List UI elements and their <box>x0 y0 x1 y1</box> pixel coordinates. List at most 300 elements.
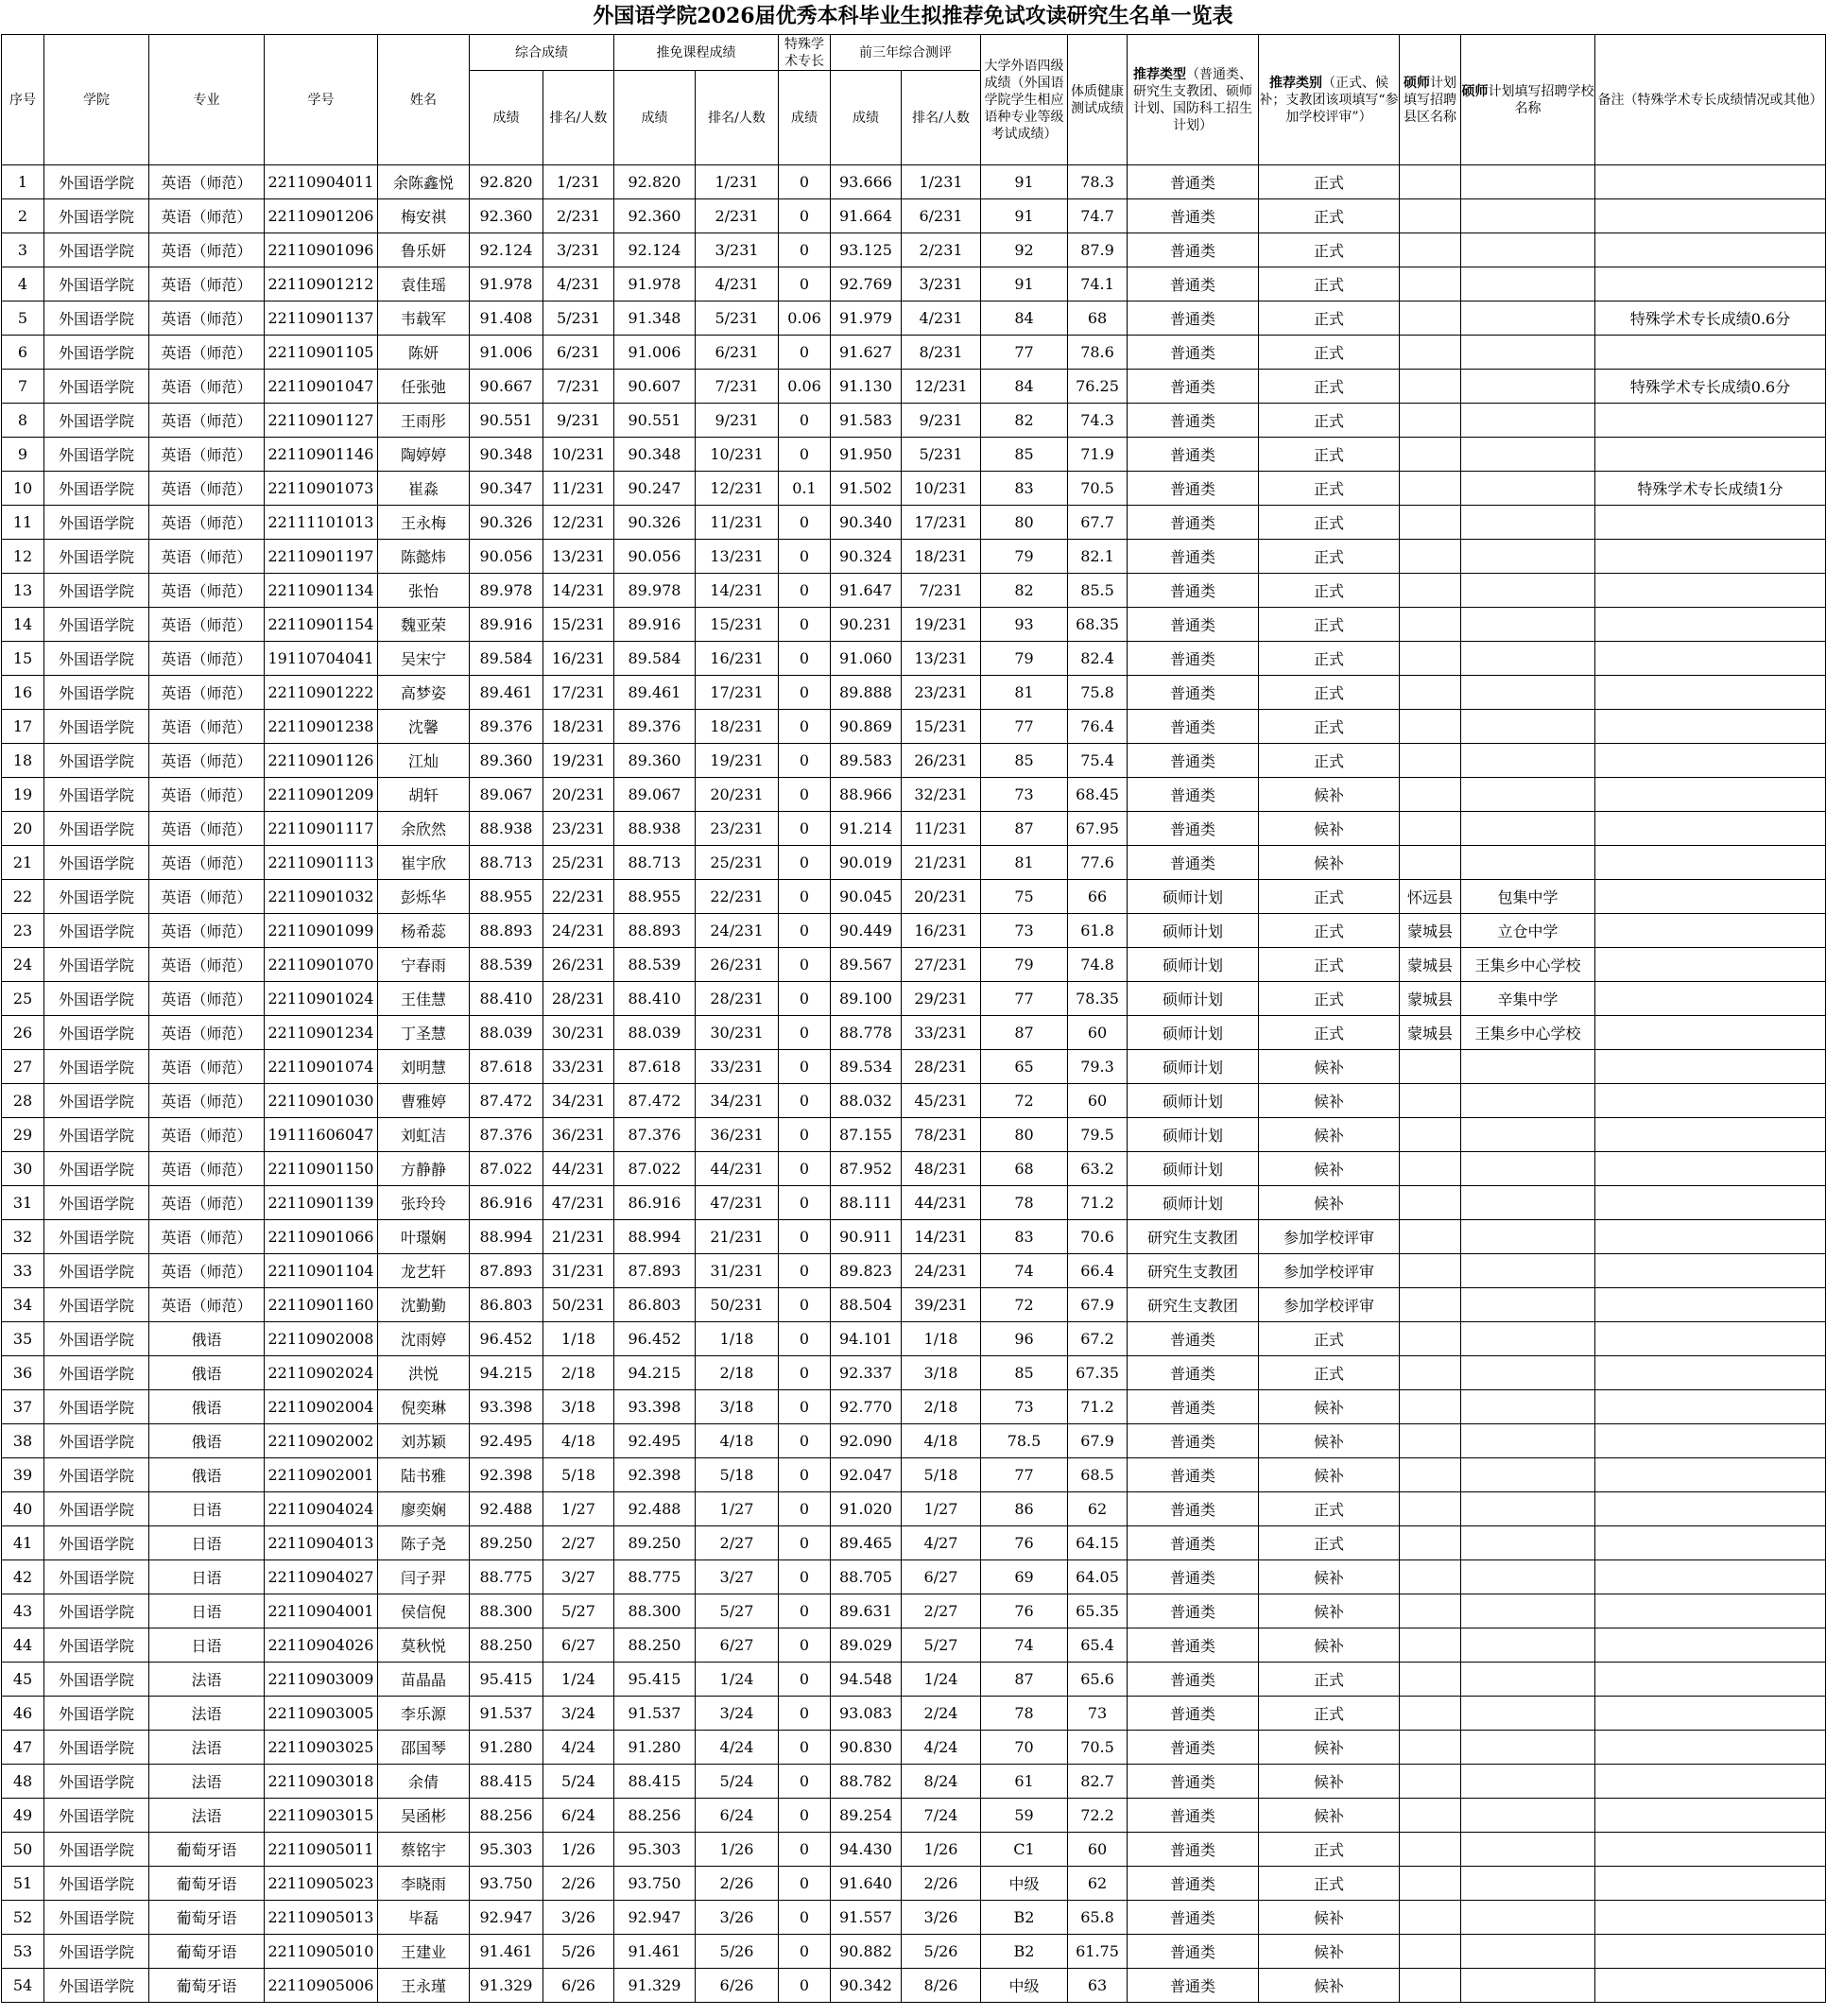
cet4-cell: 73 <box>981 914 1068 948</box>
college-cell: 外国语学院 <box>44 812 149 846</box>
county-cell <box>1400 1731 1461 1765</box>
student-id-cell: 22110901096 <box>265 233 378 267</box>
name-cell: 沈雨婷 <box>378 1322 470 1356</box>
college-cell: 外国语学院 <box>44 1867 149 1901</box>
county-cell <box>1400 233 1461 267</box>
college-cell: 外国语学院 <box>44 1492 149 1526</box>
overall-rank-cell: 4/18 <box>543 1424 614 1458</box>
overall-rank-cell: 16/231 <box>543 642 614 676</box>
overall-rank-cell: 20/231 <box>543 778 614 812</box>
overall-score-cell: 92.495 <box>470 1424 543 1458</box>
seq-cell: 36 <box>2 1356 44 1390</box>
school-cell <box>1461 1458 1595 1492</box>
overall-score-cell: 91.006 <box>470 336 543 370</box>
fitness-cell: 82.4 <box>1068 642 1128 676</box>
course-score-cell: 91.537 <box>614 1697 696 1731</box>
name-cell: 魏亚荣 <box>378 608 470 642</box>
special-score-cell: 0 <box>779 1288 831 1322</box>
cet4-cell: 80 <box>981 506 1068 540</box>
rec-cat-cell: 候补 <box>1259 1118 1400 1152</box>
school-cell <box>1461 1697 1595 1731</box>
seq-cell: 42 <box>2 1560 44 1594</box>
eval3-score-cell: 89.567 <box>831 948 902 982</box>
student-id-cell: 22110904024 <box>265 1492 378 1526</box>
county-cell <box>1400 199 1461 233</box>
name-cell: 王建业 <box>378 1935 470 1969</box>
remark-cell <box>1595 1492 1826 1526</box>
overall-rank-cell: 47/231 <box>543 1186 614 1220</box>
student-id-cell: 22110902001 <box>265 1458 378 1492</box>
name-cell: 胡轩 <box>378 778 470 812</box>
rec-cat-cell: 候补 <box>1259 1390 1400 1424</box>
name-cell: 陈懿炜 <box>378 540 470 574</box>
overall-score-cell: 93.750 <box>470 1867 543 1901</box>
rec-type-cell: 普通类 <box>1128 1492 1259 1526</box>
course-rank-cell: 26/231 <box>696 948 779 982</box>
student-id-cell: 22110902004 <box>265 1390 378 1424</box>
county-cell <box>1400 404 1461 438</box>
overall-rank-cell: 21/231 <box>543 1220 614 1254</box>
county-cell: 蒙城县 <box>1400 1016 1461 1050</box>
fitness-cell: 74.8 <box>1068 948 1128 982</box>
course-score-cell: 96.452 <box>614 1322 696 1356</box>
overall-rank-cell: 13/231 <box>543 540 614 574</box>
cet4-cell: 91 <box>981 165 1068 199</box>
college-cell: 外国语学院 <box>44 1799 149 1833</box>
header-course-score: 成绩 <box>614 71 696 165</box>
special-score-cell: 0 <box>779 880 831 914</box>
overall-score-cell: 91.537 <box>470 1697 543 1731</box>
name-cell: 蔡铭宇 <box>378 1833 470 1867</box>
table-row <box>2 1390 1826 1424</box>
special-score-cell: 0 <box>779 1594 831 1628</box>
rec-type-cell: 普通类 <box>1128 1731 1259 1765</box>
fitness-cell: 67.35 <box>1068 1356 1128 1390</box>
cet4-cell: 93 <box>981 608 1068 642</box>
student-id-cell: 22110905011 <box>265 1833 378 1867</box>
county-cell <box>1400 710 1461 744</box>
college-cell: 外国语学院 <box>44 1935 149 1969</box>
name-cell: 王永梅 <box>378 506 470 540</box>
table-row <box>2 1492 1826 1526</box>
school-cell <box>1461 1935 1595 1969</box>
header-eval3-score: 成绩 <box>831 71 902 165</box>
seq-cell: 10 <box>2 472 44 506</box>
fitness-cell: 65.35 <box>1068 1594 1128 1628</box>
seq-cell: 52 <box>2 1901 44 1935</box>
overall-score-cell: 89.461 <box>470 676 543 710</box>
name-cell: 王永瑾 <box>378 1969 470 2003</box>
name-cell: 沈勤勤 <box>378 1288 470 1322</box>
special-score-cell: 0 <box>779 1901 831 1935</box>
student-id-cell: 22110901032 <box>265 880 378 914</box>
eval3-rank-cell: 4/231 <box>902 302 981 336</box>
eval3-rank-cell: 14/231 <box>902 1220 981 1254</box>
table-row <box>2 1594 1826 1628</box>
seq-cell: 13 <box>2 574 44 608</box>
seq-cell: 11 <box>2 506 44 540</box>
fitness-cell: 74.7 <box>1068 199 1128 233</box>
rec-type-cell: 硕师计划 <box>1128 914 1259 948</box>
table-row <box>2 1424 1826 1458</box>
special-score-cell: 0 <box>779 165 831 199</box>
overall-score-cell: 88.775 <box>470 1560 543 1594</box>
seq-cell: 4 <box>2 267 44 302</box>
remark-cell <box>1595 540 1826 574</box>
major-cell: 英语（师范） <box>149 744 265 778</box>
major-cell: 英语（师范） <box>149 1118 265 1152</box>
county-cell <box>1400 165 1461 199</box>
course-score-cell: 90.607 <box>614 370 696 404</box>
course-rank-cell: 21/231 <box>696 1220 779 1254</box>
remark-cell <box>1595 438 1826 472</box>
special-score-cell: 0 <box>779 744 831 778</box>
course-score-cell: 88.893 <box>614 914 696 948</box>
overall-score-cell: 91.329 <box>470 1969 543 2003</box>
rec-cat-cell: 候补 <box>1259 1560 1400 1594</box>
course-rank-cell: 4/24 <box>696 1731 779 1765</box>
name-cell: 张怡 <box>378 574 470 608</box>
overall-score-cell: 91.408 <box>470 302 543 336</box>
overall-rank-cell: 25/231 <box>543 846 614 880</box>
student-id-cell: 22110901074 <box>265 1050 378 1084</box>
overall-rank-cell: 19/231 <box>543 744 614 778</box>
overall-rank-cell: 11/231 <box>543 472 614 506</box>
seq-cell: 25 <box>2 982 44 1016</box>
overall-score-cell: 88.938 <box>470 812 543 846</box>
header-overall-rank: 排名/人数 <box>543 71 614 165</box>
course-rank-cell: 9/231 <box>696 404 779 438</box>
table-row <box>2 1731 1826 1765</box>
cet4-cell: 69 <box>981 1560 1068 1594</box>
overall-score-cell: 87.618 <box>470 1050 543 1084</box>
eval3-score-cell: 88.966 <box>831 778 902 812</box>
county-cell <box>1400 1152 1461 1186</box>
overall-score-cell: 89.584 <box>470 642 543 676</box>
student-id-cell: 22110905023 <box>265 1867 378 1901</box>
overall-score-cell: 90.667 <box>470 370 543 404</box>
name-cell: 高梦姿 <box>378 676 470 710</box>
major-cell: 葡萄牙语 <box>149 1833 265 1867</box>
school-cell <box>1461 1220 1595 1254</box>
remark-cell <box>1595 948 1826 982</box>
name-cell: 陈妍 <box>378 336 470 370</box>
remark-cell <box>1595 336 1826 370</box>
name-cell: 侯信倪 <box>378 1594 470 1628</box>
major-cell: 俄语 <box>149 1458 265 1492</box>
fitness-cell: 71.2 <box>1068 1390 1128 1424</box>
overall-score-cell: 92.488 <box>470 1492 543 1526</box>
overall-rank-cell: 22/231 <box>543 880 614 914</box>
college-cell: 外国语学院 <box>44 1322 149 1356</box>
course-score-cell: 87.376 <box>614 1118 696 1152</box>
county-cell <box>1400 1969 1461 2003</box>
overall-score-cell: 89.250 <box>470 1526 543 1560</box>
course-score-cell: 92.124 <box>614 233 696 267</box>
course-rank-cell: 33/231 <box>696 1050 779 1084</box>
remark-cell <box>1595 1152 1826 1186</box>
school-cell <box>1461 1867 1595 1901</box>
eval3-score-cell: 91.664 <box>831 199 902 233</box>
eval3-score-cell: 92.337 <box>831 1356 902 1390</box>
course-score-cell: 88.994 <box>614 1220 696 1254</box>
eval3-score-cell: 93.125 <box>831 233 902 267</box>
rec-type-cell: 硕师计划 <box>1128 1016 1259 1050</box>
rec-cat-cell: 正式 <box>1259 472 1400 506</box>
rec-type-cell: 研究生支教团 <box>1128 1220 1259 1254</box>
student-id-cell: 22110901113 <box>265 846 378 880</box>
county-cell <box>1400 1186 1461 1220</box>
county-cell <box>1400 336 1461 370</box>
course-score-cell: 94.215 <box>614 1356 696 1390</box>
name-cell: 江灿 <box>378 744 470 778</box>
special-score-cell: 0 <box>779 1084 831 1118</box>
fitness-cell: 72.2 <box>1068 1799 1128 1833</box>
remark-cell <box>1595 1084 1826 1118</box>
college-cell: 外国语学院 <box>44 1220 149 1254</box>
overall-score-cell: 94.215 <box>470 1356 543 1390</box>
header-rec-type-rest: （普通类、研究生支教团、硕师计划、国防科工招生计划） <box>1133 66 1252 133</box>
course-score-cell: 91.461 <box>614 1935 696 1969</box>
eval3-rank-cell: 3/18 <box>902 1356 981 1390</box>
overall-score-cell: 88.250 <box>470 1628 543 1663</box>
name-cell: 张玲玲 <box>378 1186 470 1220</box>
special-score-cell: 0 <box>779 1765 831 1799</box>
course-score-cell: 92.495 <box>614 1424 696 1458</box>
special-score-cell: 0 <box>779 642 831 676</box>
overall-score-cell: 92.820 <box>470 165 543 199</box>
seq-cell: 26 <box>2 1016 44 1050</box>
special-score-cell: 0 <box>779 676 831 710</box>
college-cell: 外国语学院 <box>44 1118 149 1152</box>
school-cell <box>1461 1084 1595 1118</box>
school-cell <box>1461 1765 1595 1799</box>
major-cell: 英语（师范） <box>149 165 265 199</box>
county-cell <box>1400 744 1461 778</box>
course-rank-cell: 3/26 <box>696 1901 779 1935</box>
college-cell: 外国语学院 <box>44 982 149 1016</box>
cet4-cell: 78 <box>981 1186 1068 1220</box>
table-row <box>2 336 1826 370</box>
course-score-cell: 95.415 <box>614 1663 696 1697</box>
eval3-score-cell: 92.769 <box>831 267 902 302</box>
student-id-cell: 22110901206 <box>265 199 378 233</box>
name-cell: 余倩 <box>378 1765 470 1799</box>
eval3-score-cell: 90.911 <box>831 1220 902 1254</box>
cet4-cell: 81 <box>981 846 1068 880</box>
name-cell: 李晓雨 <box>378 1867 470 1901</box>
major-cell: 英语（师范） <box>149 267 265 302</box>
remark-cell <box>1595 1594 1826 1628</box>
name-cell: 沈馨 <box>378 710 470 744</box>
college-cell: 外国语学院 <box>44 1288 149 1322</box>
name-cell: 叶璟娴 <box>378 1220 470 1254</box>
overall-score-cell: 92.398 <box>470 1458 543 1492</box>
eval3-score-cell: 89.534 <box>831 1050 902 1084</box>
student-id-cell: 22110905010 <box>265 1935 378 1969</box>
cet4-cell: 91 <box>981 267 1068 302</box>
course-rank-cell: 10/231 <box>696 438 779 472</box>
fitness-cell: 74.1 <box>1068 267 1128 302</box>
cet4-cell: 76 <box>981 1594 1068 1628</box>
rec-cat-cell: 正式 <box>1259 267 1400 302</box>
name-cell: 毕磊 <box>378 1901 470 1935</box>
remark-cell <box>1595 1254 1826 1288</box>
remark-cell <box>1595 506 1826 540</box>
college-cell: 外国语学院 <box>44 676 149 710</box>
name-cell: 梅安祺 <box>378 199 470 233</box>
school-cell <box>1461 676 1595 710</box>
rec-type-cell: 普通类 <box>1128 710 1259 744</box>
rec-type-cell: 普通类 <box>1128 506 1259 540</box>
course-rank-cell: 23/231 <box>696 812 779 846</box>
special-score-cell: 0 <box>779 1220 831 1254</box>
county-cell <box>1400 1322 1461 1356</box>
rec-cat-cell: 候补 <box>1259 1594 1400 1628</box>
course-score-cell: 89.461 <box>614 676 696 710</box>
rec-type-cell: 普通类 <box>1128 608 1259 642</box>
school-cell <box>1461 199 1595 233</box>
rec-type-cell: 普通类 <box>1128 1697 1259 1731</box>
county-cell <box>1400 1901 1461 1935</box>
county-cell <box>1400 1833 1461 1867</box>
course-rank-cell: 36/231 <box>696 1118 779 1152</box>
remark-cell <box>1595 1220 1826 1254</box>
rec-cat-cell: 正式 <box>1259 1016 1400 1050</box>
county-cell <box>1400 1697 1461 1731</box>
overall-rank-cell: 7/231 <box>543 370 614 404</box>
eval3-score-cell: 88.111 <box>831 1186 902 1220</box>
fitness-cell: 74.3 <box>1068 404 1128 438</box>
eval3-score-cell: 92.770 <box>831 1390 902 1424</box>
county-cell <box>1400 812 1461 846</box>
course-score-cell: 86.916 <box>614 1186 696 1220</box>
eval3-score-cell: 91.557 <box>831 1901 902 1935</box>
student-id-cell: 22110904027 <box>265 1560 378 1594</box>
remark-cell <box>1595 267 1826 302</box>
remark-cell <box>1595 1969 1826 2003</box>
name-cell: 曹雅婷 <box>378 1084 470 1118</box>
county-cell <box>1400 846 1461 880</box>
rec-cat-cell: 正式 <box>1259 1867 1400 1901</box>
special-score-cell: 0 <box>779 404 831 438</box>
name-cell: 任张弛 <box>378 370 470 404</box>
county-cell <box>1400 438 1461 472</box>
overall-score-cell: 88.410 <box>470 982 543 1016</box>
course-rank-cell: 50/231 <box>696 1288 779 1322</box>
name-cell: 方静静 <box>378 1152 470 1186</box>
remark-cell <box>1595 812 1826 846</box>
name-cell: 莫秋悦 <box>378 1628 470 1663</box>
special-score-cell: 0 <box>779 1424 831 1458</box>
rec-cat-cell: 正式 <box>1259 608 1400 642</box>
table-row <box>2 404 1826 438</box>
cet4-cell: 85 <box>981 744 1068 778</box>
course-score-cell: 89.916 <box>614 608 696 642</box>
table-row <box>2 233 1826 267</box>
cet4-cell: 61 <box>981 1765 1068 1799</box>
county-cell: 蒙城县 <box>1400 914 1461 948</box>
fitness-cell: 61.75 <box>1068 1935 1128 1969</box>
cet4-cell: 80 <box>981 1118 1068 1152</box>
course-rank-cell: 7/231 <box>696 370 779 404</box>
major-cell: 英语（师范） <box>149 710 265 744</box>
seq-cell: 44 <box>2 1628 44 1663</box>
rec-cat-cell: 候补 <box>1259 1152 1400 1186</box>
header-course: 推免课程成绩 <box>614 35 779 71</box>
eval3-score-cell: 91.647 <box>831 574 902 608</box>
fitness-cell: 65.6 <box>1068 1663 1128 1697</box>
eval3-rank-cell: 78/231 <box>902 1118 981 1152</box>
rec-cat-cell: 正式 <box>1259 302 1400 336</box>
seq-cell: 33 <box>2 1254 44 1288</box>
rec-type-cell: 硕师计划 <box>1128 1186 1259 1220</box>
student-id-cell: 22110905006 <box>265 1969 378 2003</box>
county-cell: 蒙城县 <box>1400 948 1461 982</box>
student-id-cell: 22110904011 <box>265 165 378 199</box>
name-cell: 闫子羿 <box>378 1560 470 1594</box>
eval3-rank-cell: 15/231 <box>902 710 981 744</box>
college-cell: 外国语学院 <box>44 1560 149 1594</box>
fitness-cell: 68.5 <box>1068 1458 1128 1492</box>
major-cell: 俄语 <box>149 1356 265 1390</box>
overall-score-cell: 86.916 <box>470 1186 543 1220</box>
rec-type-cell: 普通类 <box>1128 1628 1259 1663</box>
college-cell: 外国语学院 <box>44 608 149 642</box>
rec-cat-cell: 候补 <box>1259 812 1400 846</box>
table-row <box>2 1867 1826 1901</box>
fitness-cell: 68.35 <box>1068 608 1128 642</box>
name-cell: 刘虹洁 <box>378 1118 470 1152</box>
rec-cat-cell: 候补 <box>1259 1799 1400 1833</box>
overall-rank-cell: 5/231 <box>543 302 614 336</box>
major-cell: 英语（师范） <box>149 1152 265 1186</box>
seq-cell: 12 <box>2 540 44 574</box>
seq-cell: 31 <box>2 1186 44 1220</box>
overall-score-cell: 86.803 <box>470 1288 543 1322</box>
seq-cell: 47 <box>2 1731 44 1765</box>
cet4-cell: 79 <box>981 642 1068 676</box>
major-cell: 英语（师范） <box>149 302 265 336</box>
overall-rank-cell: 24/231 <box>543 914 614 948</box>
overall-rank-cell: 10/231 <box>543 438 614 472</box>
college-cell: 外国语学院 <box>44 1628 149 1663</box>
school-cell <box>1461 1560 1595 1594</box>
course-score-cell: 87.893 <box>614 1254 696 1288</box>
school-cell <box>1461 267 1595 302</box>
course-rank-cell: 31/231 <box>696 1254 779 1288</box>
overall-rank-cell: 2/18 <box>543 1356 614 1390</box>
special-score-cell: 0 <box>779 1663 831 1697</box>
table-row <box>2 1220 1826 1254</box>
major-cell: 英语（师范） <box>149 1288 265 1322</box>
eval3-rank-cell: 16/231 <box>902 914 981 948</box>
eval3-score-cell: 94.101 <box>831 1322 902 1356</box>
eval3-rank-cell: 5/26 <box>902 1935 981 1969</box>
major-cell: 日语 <box>149 1492 265 1526</box>
rec-type-cell: 普通类 <box>1128 574 1259 608</box>
name-cell: 鲁乐妍 <box>378 233 470 267</box>
name-cell: 彭烁华 <box>378 880 470 914</box>
name-cell: 吴函彬 <box>378 1799 470 1833</box>
rec-type-cell: 硕师计划 <box>1128 948 1259 982</box>
fitness-cell: 66 <box>1068 880 1128 914</box>
major-cell: 英语（师范） <box>149 1050 265 1084</box>
table-row <box>2 267 1826 302</box>
eval3-rank-cell: 11/231 <box>902 812 981 846</box>
college-cell: 外国语学院 <box>44 233 149 267</box>
table-row <box>2 608 1826 642</box>
